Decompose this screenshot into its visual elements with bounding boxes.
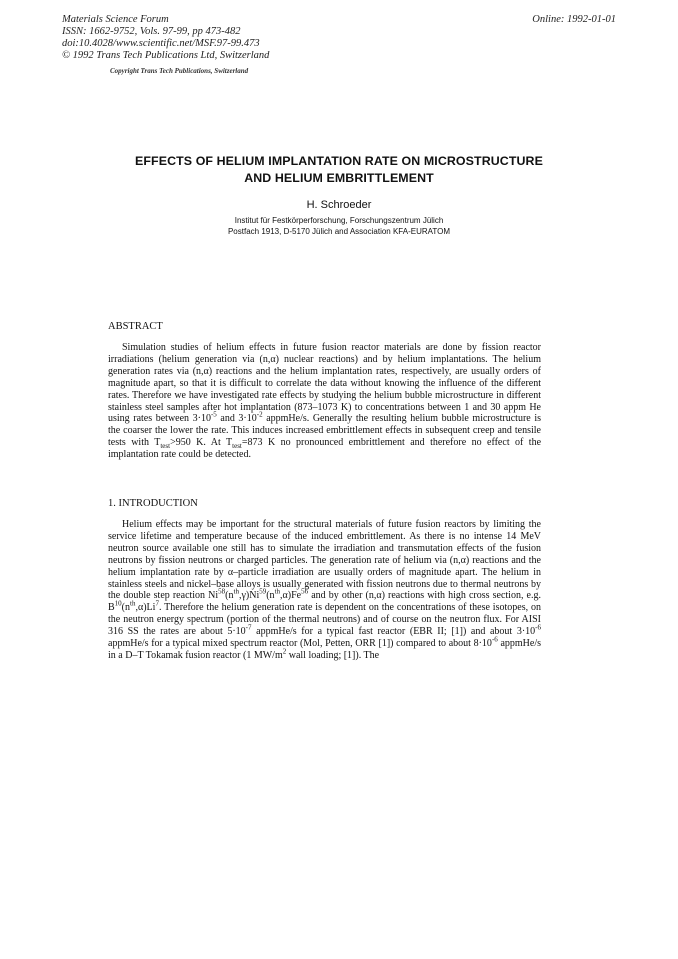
superscript: th [233,588,239,597]
superscript: 56 [301,588,309,597]
intro-text: (n [266,590,275,602]
intro-text: (n [225,590,234,602]
small-copyright: Copyright Trans Tech Publications, Switzerland [110,67,249,75]
intro-text: (n [121,602,131,614]
journal-header [62,14,269,62]
abstract-text: >950 K. At T [170,437,233,449]
superscript: th [274,588,281,597]
superscript: 10 [114,600,122,609]
superscript: 7 [155,600,159,609]
superscript: 59 [259,588,267,597]
superscript: 58 [218,588,226,597]
paper-title [100,153,578,187]
superscript: 2 [282,647,287,656]
intro-text: and by other (n,α) reactions with high cross section, e.g. B [108,590,541,614]
intro-text: appmHe/s for a typical mixed spectrum reactor (Mol, Petten, ORR [1]) compared to about 8·10 [108,638,492,650]
affiliation-line-1: Institut für Festkörperforschung, Forschungszentrum Jülich [234,216,444,225]
abstract-text: appmHe/s. Generally the resulting helium bubble microstructure is the coarser the lower the rate. This induces increased embrittlement effects in subsequent creep and tensile tests with T [108,413,541,449]
author-name: H. Schroeder [306,199,372,211]
title-line-1: EFFECTS OF HELIUM IMPLANTATION RATE ON MICROSTRUCTURE [135,154,543,168]
intro-text: . Therefore the helium generation rate is dependent on the concentrations of these isotopes, on the neutron energy spectrum (portion of the thermal neutrons) and of course on the neutron flux. For AISI 316 SS the rates are about 5·10 [108,602,541,638]
intro-text: appmHe/s for a typical fast reactor (EBR II; [1]) and about 3·10 [251,626,536,638]
exponent: -5 [210,411,217,420]
abstract-heading: ABSTRACT [108,321,163,332]
introduction-paragraph [108,519,541,662]
abstract-text: =873 K no pronounced embrittlement and therefore no effect of the implantation rate could be detected. [108,437,542,461]
abstract-text: Simulation studies of helium effects in future fusion reactor materials are done by fission reactor irradiations (helium generation via (n,α) nuclear reactions) and by helium implantations. The helium generation rates via (n,α) reactions and the helium implantation rates, respectively, are usually orders of magnitude apart, so that it is difficult to correlate the data without knowing the influence of the different rates. Therefore we have investigated rate effects by studying the helium bubble microstructure in different stainless steel samples after hot implantation (873–1073 K) to concentrations between 1 and 30 appm He using rates between 3·10 [108,342,541,425]
superscript: -6 [491,635,498,644]
issn-line: ISSN: 1662-9752, Vols. 97-99, pp 473-482 [62,26,241,37]
affiliation-line-2: Postfach 1913, D-5170 Jülich and Association KFA-EURATOM [227,227,451,236]
superscript: -6 [535,623,541,632]
abstract-text: and 3·10 [216,413,257,425]
affiliation [100,215,578,237]
intro-text: wall loading; [1]). The [286,649,380,661]
superscript: -7 [245,623,252,632]
introduction-heading: 1. INTRODUCTION [108,498,198,509]
subscript: test [232,442,242,451]
abstract-paragraph [108,342,541,461]
introduction-body [108,519,541,662]
doi-line: doi:10.4028/www.scientific.net/MSF.97-99.473 [62,38,260,49]
publisher-copyright: © 1992 Trans Tech Publications Ltd, Switzerland [62,50,270,61]
title-line-2: AND HELIUM EMBRITTLEMENT [244,171,434,185]
superscript: th [130,600,136,609]
intro-text: ,α)Li [135,602,156,614]
intro-text: Helium effects may be important for the structural materials of future fusion reactors by limiting the service lifetime and temperature because of the induced embrittlement. As there is no intense 14 MeV neutron source available one still has to simulate the irradiation and transmutation effects of the fusion neutrons by fission neutrons or charged particles. The generation rate of helium via (n,α) reactions and the helium implantation rate by α–particle irradiation are usually orders of magnitude apart. The helium in stainless steels and nickel–base alloys is usually generated with fission neutrons due to thermal neutrons by the double step reaction Ni [108,519,541,602]
intro-text: ,γ)Ni [238,590,260,602]
online-date: Online: 1992-01-01 [532,14,616,25]
subscript: test [160,442,171,451]
abstract-body [108,342,541,461]
intro-text: appmHe/s in a D–T Tokamak fusion reactor (1 MW/m [108,638,541,661]
exponent: -2 [256,411,263,420]
journal-name: Materials Science Forum [62,14,169,25]
intro-text: ,α)Fe [280,590,302,602]
